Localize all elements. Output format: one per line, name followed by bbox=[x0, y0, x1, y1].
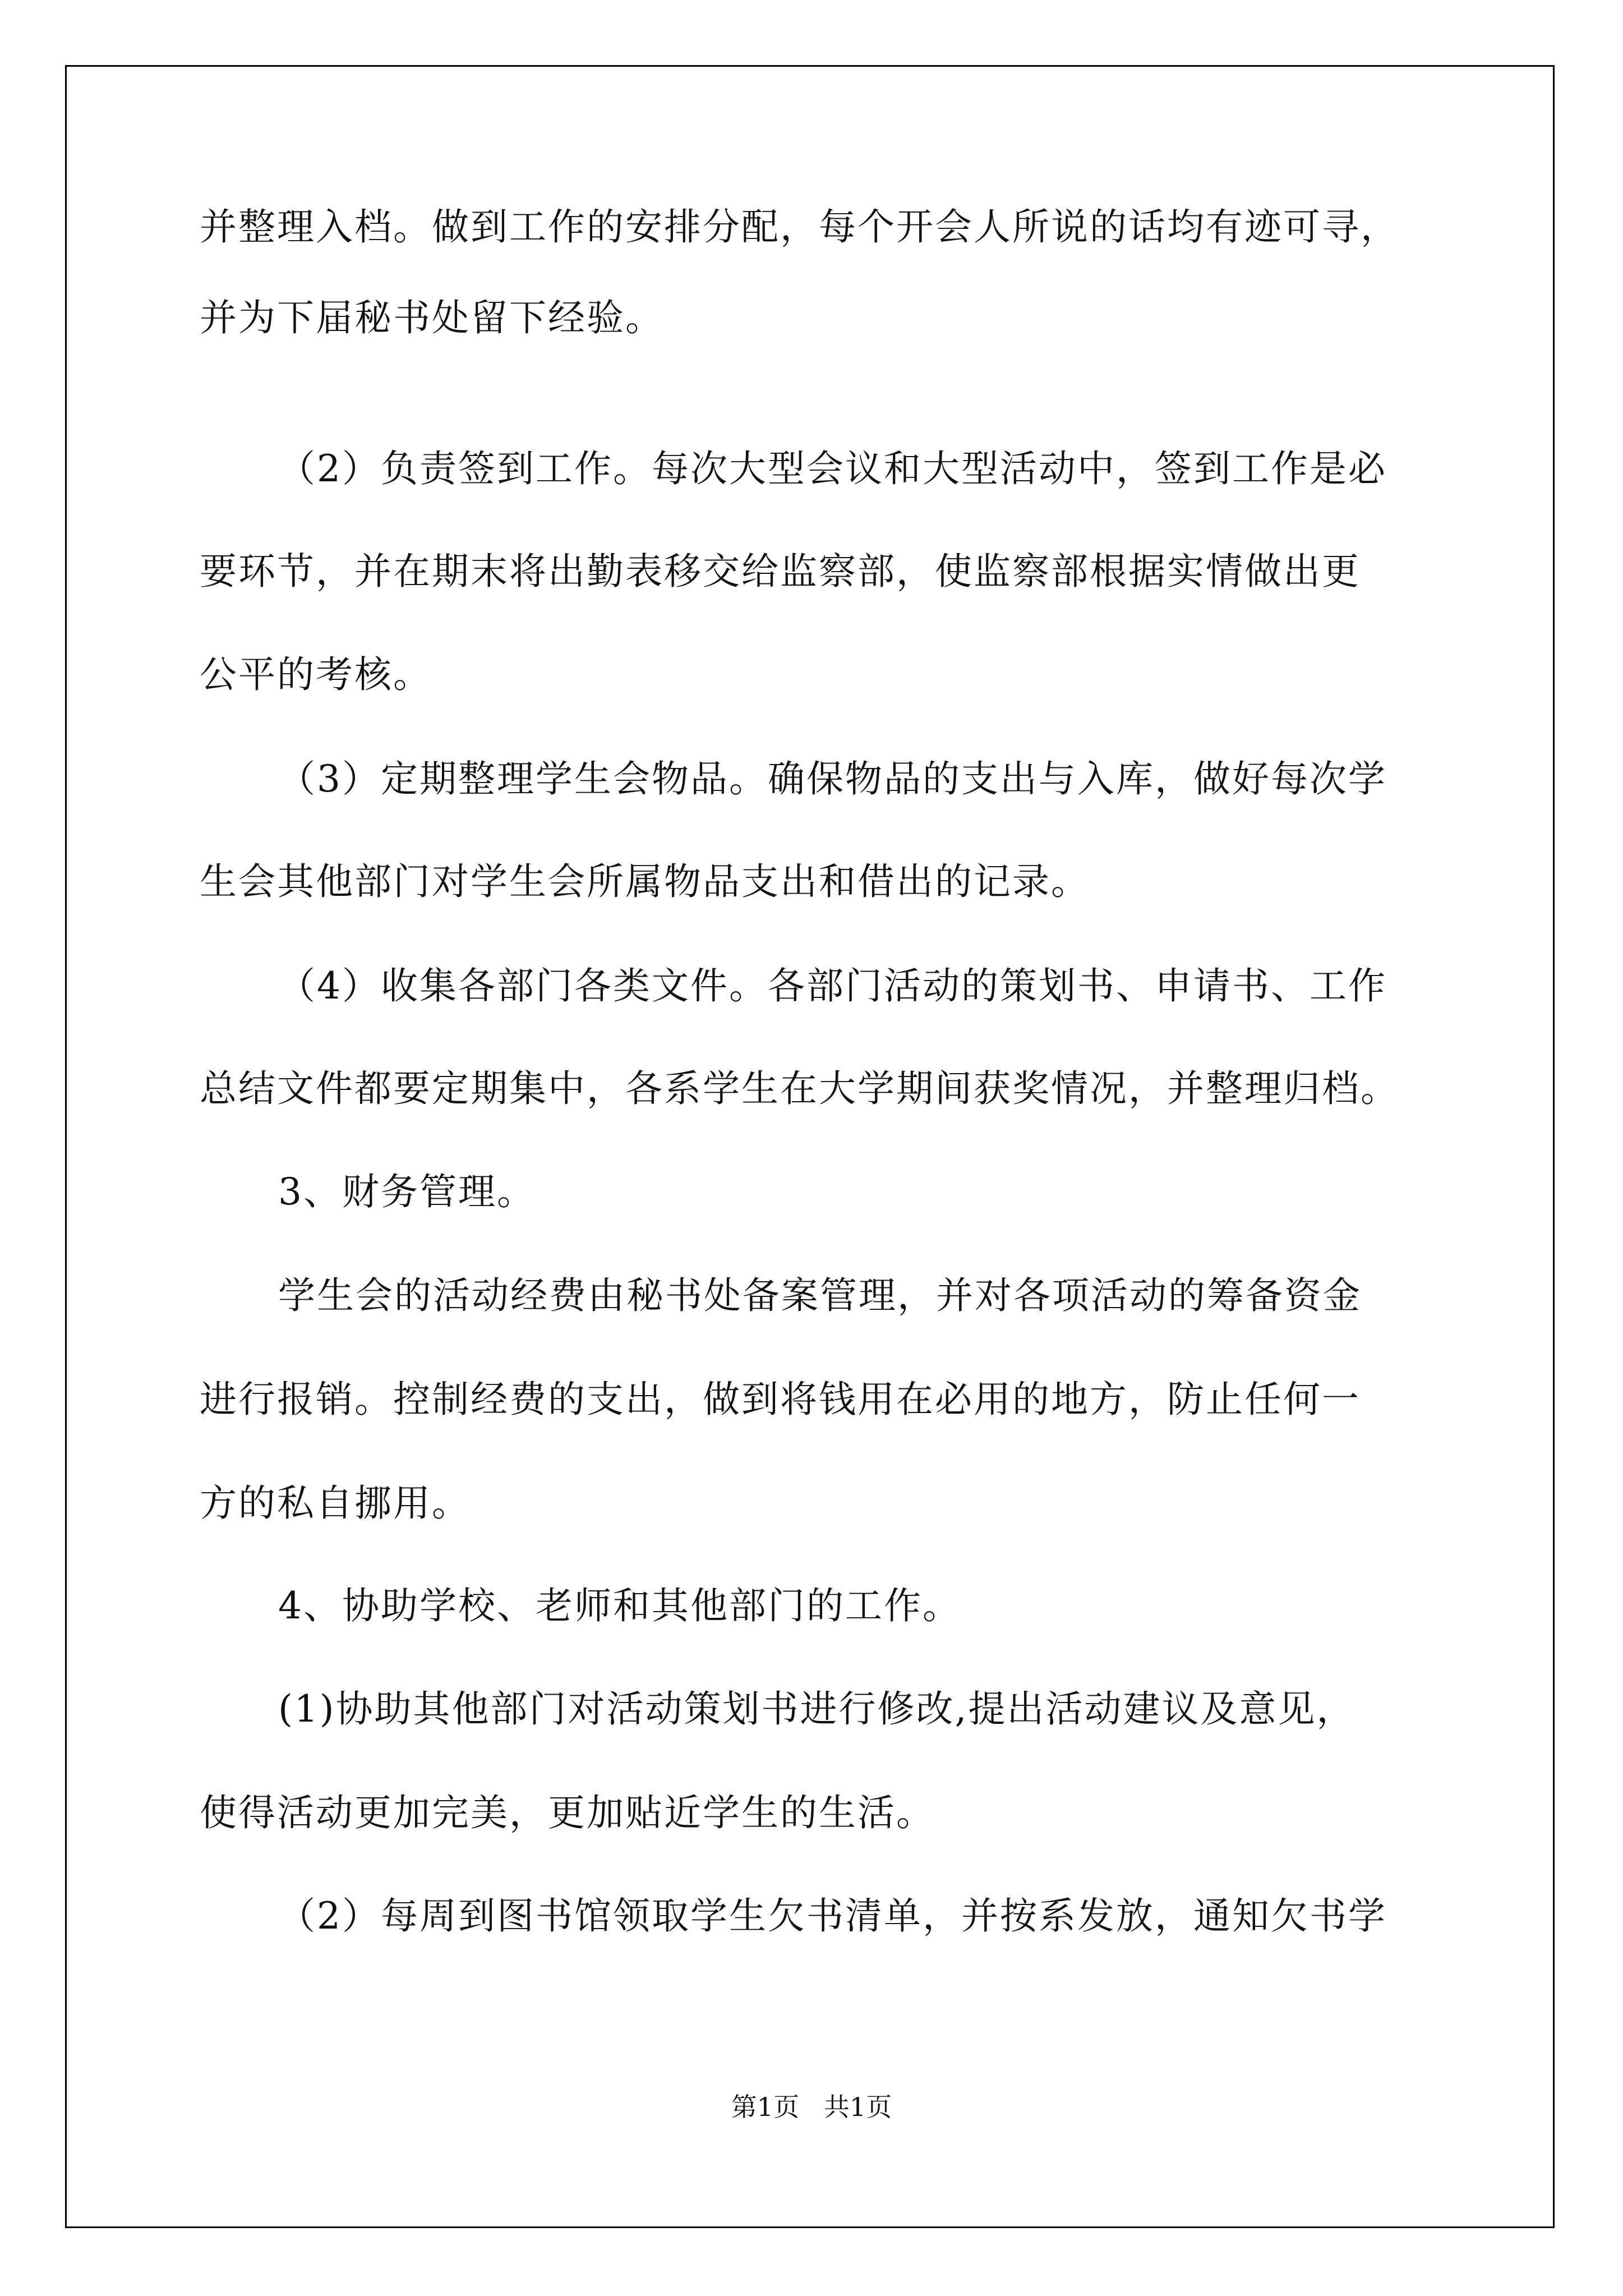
page-number: 第1页 共1页 bbox=[731, 2092, 892, 2122]
text-line: 并整理入档。做到工作的安排分配，每个开会人所说的话均有迹可寻， bbox=[200, 205, 1399, 249]
text-line: 方的私自挪用。 bbox=[200, 1481, 471, 1525]
text-line: （3）定期整理学生会物品。确保物品的支出与入库，做好每次学 bbox=[278, 757, 1387, 800]
text-line: （4）收集各部门各类文件。各部门活动的策划书、申请书、工作 bbox=[278, 964, 1387, 1007]
text-line: 使得活动更加完美，更加贴近学生的生活。 bbox=[200, 1791, 935, 1834]
text-line: （2）每周到图书馆领取学生欠书清单，并按系发放，通知欠书学 bbox=[278, 1894, 1387, 1938]
text-line: 要环节，并在期末将出勤表移交给监察部，使监察部根据实情做出更 bbox=[200, 550, 1361, 593]
text-line: 生会其他部门对学生会所属物品支出和借出的记录。 bbox=[200, 860, 1090, 903]
text-line: 3、财务管理。 bbox=[278, 1170, 536, 1213]
text-line: (1)协助其他部门对活动策划书进行修改,提出活动建议及意见， bbox=[278, 1687, 1355, 1731]
text-line: 并为下届秘书处留下经验。 bbox=[200, 296, 664, 339]
text-line: 学生会的活动经费由秘书处备案管理，并对各项活动的筹备资金 bbox=[278, 1274, 1362, 1317]
text-line: 4、协助学校、老师和其他部门的工作。 bbox=[278, 1584, 961, 1627]
text-line: 总结文件都要定期集中，各系学生在大学期间获奖情况，并整理归档。 bbox=[200, 1067, 1399, 1110]
text-line: （2）负责签到工作。每次大型会议和大型活动中，签到工作是必 bbox=[278, 447, 1387, 490]
text-line: 进行报销。控制经费的支出，做到将钱用在必用的地方，防止任何一 bbox=[200, 1378, 1361, 1421]
text-line: 公平的考核。 bbox=[200, 653, 432, 696]
